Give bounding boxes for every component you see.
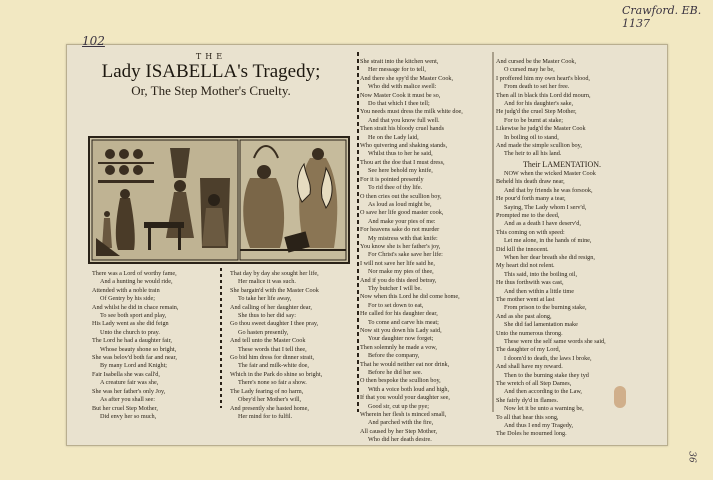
verse-line: As after you shall see:	[100, 396, 155, 404]
verse-line: And shall have my reward.	[496, 363, 563, 371]
verse-line: And then according to the Law,	[504, 388, 582, 396]
verse-line: These words that I tell thee,	[238, 345, 307, 353]
verse-line: For to be burnt at stake;	[504, 116, 563, 124]
verse-line: O then cries out the scullion boy,	[360, 192, 442, 200]
verse-line: His Lady went as she did feign	[92, 320, 169, 328]
verse-line: For Christ's sake save her life:	[368, 251, 443, 259]
verse-line: Who quivering and shaking stands,	[360, 142, 448, 150]
ballad-column-3	[360, 58, 490, 445]
verse-line: From prison to the burning stake,	[504, 304, 587, 312]
library-stamp	[614, 386, 626, 408]
verse-line: With a voice both loud and high,	[368, 385, 450, 393]
title-block	[70, 52, 352, 99]
verse-line: And that you know full well.	[368, 116, 440, 124]
verse-line: Go bid him dress for dinner strait,	[230, 354, 315, 362]
verse-line: She fairly dy'd in flames.	[496, 396, 559, 404]
verse-line: The Lady fearing of no harm,	[230, 387, 304, 395]
verse-line: And whilst he did in chace remain,	[92, 303, 179, 311]
verse-line: The heir to all his land.	[504, 150, 562, 158]
verse-line: Now when this Lord he did come home,	[360, 293, 460, 301]
verse-line: Beheld his death draw near,	[496, 178, 565, 186]
verse-line: She did fad lamentation make	[504, 321, 578, 329]
verse-line: Attended with a noble train	[92, 286, 160, 294]
verse-line: Do that which I thee tell;	[368, 100, 430, 108]
verse-line: If that you would your daughter see,	[360, 394, 450, 402]
verse-line: Your daughter now forget;	[368, 335, 434, 343]
verse-line: That day by day she sought her life,	[230, 270, 319, 277]
verse-line: This said, into the boiling oil,	[504, 270, 578, 278]
verse-line: When her dear breath she did resign,	[504, 253, 595, 261]
verse-line: And make your pies of me:	[368, 217, 436, 225]
verse-line: That he would neither eat nor drink,	[360, 360, 450, 368]
verse-line: Did kill the innocent.	[496, 245, 549, 253]
column-rule-ornament-lower	[216, 268, 226, 408]
verse-line: Who did with malice swell:	[368, 83, 437, 91]
verse-line: To rid thee of thy life.	[368, 184, 423, 192]
verse-line: NOW when the wicked Master Cook	[504, 169, 596, 177]
verse-line: The wretch of all Step Dames,	[496, 380, 572, 388]
verse-line: To take her life away,	[238, 295, 292, 303]
verse-line: Whose beauty shone so bright,	[100, 345, 177, 353]
verse-line: Good sir, cut up the pye;	[368, 402, 429, 410]
verse-line: Prompted me to the deed,	[496, 211, 560, 219]
verse-line: He called for his daughter dear,	[360, 310, 438, 318]
sheet-number: 102	[82, 34, 105, 48]
verse-line: For to set down to eat,	[368, 301, 424, 309]
verse-line: Before the company,	[368, 352, 420, 360]
verse-line: Her malice it was such.	[238, 278, 296, 286]
ballad-column-2	[230, 270, 348, 421]
verse-line: O cursed may he be,	[504, 66, 555, 74]
verse-line: Then to the burning stake they tyd	[504, 371, 589, 379]
verse-line: Of Gentry by his side;	[100, 295, 155, 303]
verse-line: These were the self same words she said,	[504, 338, 606, 345]
verse-line: I proffered him my own heart's blood,	[496, 74, 590, 82]
verse-line: Whilst thus to her he said,	[368, 150, 433, 158]
verse-line: She thus to her did say:	[238, 312, 296, 320]
verse-line: And cursed be the Master Cook,	[496, 58, 577, 65]
page-title: Lady ISABELLA's Tragedy;	[101, 61, 321, 82]
verse-line: In boiling oil to stand,	[504, 133, 559, 141]
verse-line: For it is pointed presently	[360, 175, 424, 183]
verse-line: And calling of her daughter dear,	[230, 303, 312, 311]
woodcut-image	[90, 138, 348, 262]
verse-line: Unto the church to pray.	[100, 328, 160, 336]
verse-line: And thus I end my Tragedy,	[504, 422, 574, 430]
verse-line: The Lord he had a daughter fair,	[92, 337, 172, 345]
verse-line: And there she spy'd the Master Cook,	[360, 74, 454, 82]
verse-line: And presently she hasted home,	[230, 404, 309, 412]
verse-line: And tell unto the Master Cook	[230, 337, 306, 345]
verse-line: And made the simple scullion boy,	[496, 142, 582, 150]
page-subtitle: Or, The Step Mother's Cruelty.	[131, 83, 291, 98]
verse-line: And as a death I have deserv'd,	[504, 220, 581, 228]
verse-line: To come and carve his meat;	[368, 318, 439, 326]
verse-line: Fair Isabella she was call'd,	[92, 370, 160, 378]
verse-line: You needs must dress the milk white doe,	[360, 108, 463, 116]
verse-line: Now let it be unto a warning be,	[504, 405, 584, 413]
verse-line: There was a Lord of worthy fame,	[92, 270, 177, 277]
verse-line: Which in the Park do shine so bright,	[230, 370, 323, 378]
verse-line: For heavens sake do not murder	[360, 226, 440, 234]
verse-line: He thus forthwith was cast,	[496, 279, 564, 287]
verse-line: Her message for to tell,	[368, 66, 426, 74]
verse-line: And then within a little time	[504, 287, 574, 295]
verse-line: Now Master Cook it must be so,	[360, 91, 441, 99]
verse-line: And that by friends he was forsook,	[504, 186, 593, 194]
verse-line: She was belov'd both far and near,	[92, 354, 177, 362]
verse-line: She was her father's only Joy,	[92, 387, 166, 395]
verse-line: Go hasten presently,	[238, 328, 289, 336]
verse-line: Before he did her see.	[368, 369, 423, 377]
verse-line: My mistress with that knife:	[368, 234, 438, 242]
verse-line: As loud as loud might be,	[368, 200, 432, 208]
verse-line: Let me alone, in the hands of mine,	[504, 237, 592, 245]
verse-line: Unto the numerous throng.	[496, 329, 563, 337]
verse-line: All caused by her Step Mother,	[360, 427, 438, 435]
title-the: THE	[195, 52, 227, 61]
verse-line: But her cruel Step Mother,	[92, 404, 158, 412]
verse-line: And if you do this deed betray,	[360, 276, 437, 284]
verse-line: He on the Lady laid,	[368, 133, 419, 141]
verse-line: Nor make my pies of thee,	[368, 268, 434, 276]
verse-line: Saying, The Lady whom I serv'd,	[504, 203, 587, 211]
verse-line: O then bespoke the scullion boy,	[360, 377, 441, 385]
verse-line: Then strait his bloody cruel hands	[360, 125, 445, 133]
woodcut-illustration	[88, 136, 350, 264]
side-number: 36	[686, 451, 697, 463]
verse-line: He pour'd forth many a tear,	[496, 195, 566, 203]
ballad-column-1	[92, 270, 212, 421]
verse-line: By many Lord and Knight;	[100, 362, 168, 370]
verse-line: And as she past along,	[496, 312, 552, 320]
verse-line: To all that hear this song,	[496, 413, 559, 421]
catalogue-annotation: Crawford. EB. 1137	[622, 4, 702, 30]
verse-line: The fair and milk-white doe,	[238, 362, 309, 370]
verse-line: O save her life good master cook,	[360, 209, 444, 217]
verse-line: She bargain'd with the Master Cook	[230, 286, 319, 294]
verse-line: Did envy her so much,	[100, 412, 157, 420]
verse-line: Then solemnly he made a vow,	[360, 343, 437, 351]
verse-line: And for his daughter's sake,	[504, 100, 573, 108]
verse-line: You know she is her father's joy,	[360, 242, 441, 250]
ballad-column-4	[496, 58, 628, 439]
verse-line: Who did her death desire.	[368, 436, 432, 444]
verse-line: The daughter of my Lord,	[496, 346, 561, 354]
verse-line: There's none so fair a show.	[238, 379, 307, 387]
verse-line: He judg'd the cruel Step Mother,	[496, 108, 577, 116]
verse-line: Then all in black this Lord did mourn,	[496, 91, 591, 99]
verse-line: Go thou sweet daughter I thee pray,	[230, 320, 319, 328]
verse-line: This coming on with speed:	[496, 228, 565, 236]
verse-line: Wherein her flesh is minced small,	[360, 411, 447, 419]
verse-line: Their LAMENTATION.	[522, 159, 601, 169]
verse-line: Thy butcher I will be.	[368, 284, 422, 292]
verse-line: She strait into the kitchen went,	[360, 58, 439, 65]
verse-line: From death to set her free.	[504, 83, 570, 91]
verse-line: See here behold my knife,	[368, 167, 433, 175]
verse-line: My heart did not relent.	[496, 262, 555, 270]
verse-line: A creature fair was she,	[100, 379, 159, 387]
verse-line: I doom'd to death, the laws I broke,	[504, 354, 592, 362]
verse-line: Her mind for to fulfil.	[238, 412, 293, 420]
verse-line: I will not save her life said he,	[360, 259, 435, 267]
verse-line: To see both sport and play,	[100, 312, 167, 320]
verse-line: Likewise he judg'd the Master Cook	[496, 125, 586, 133]
verse-line: And parched with the fire,	[368, 419, 434, 427]
verse-line: The Doles he mourned long.	[496, 430, 567, 438]
verse-line: The mother went at last	[496, 295, 555, 303]
verse-line: Now sit you down his Lady said,	[360, 327, 442, 334]
verse-line: Obey'd her Mother's will,	[238, 396, 302, 404]
verse-line: Thou art the doe that I must dress,	[360, 158, 445, 166]
verse-line: And a hunting he would ride,	[100, 278, 173, 286]
